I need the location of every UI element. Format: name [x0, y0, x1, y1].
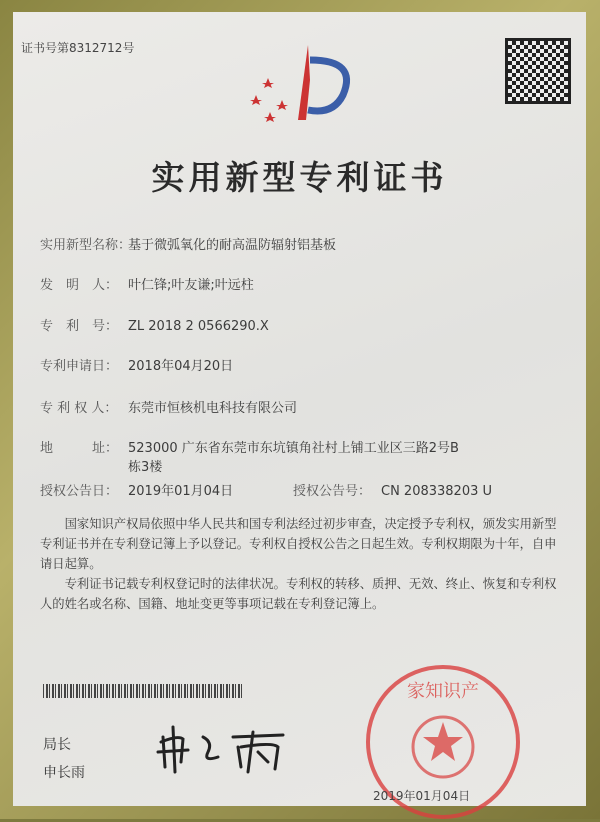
field-inventors	[40, 274, 254, 293]
field-utility-model-name	[40, 234, 336, 253]
field-label: 实用新型名称：	[40, 238, 132, 253]
certificate-title: 实用新型专利证书	[151, 158, 448, 197]
certificate-body	[40, 514, 568, 614]
field-value: 东莞市恒核机电科技有限公司	[128, 401, 298, 416]
field-label: 专 利 号：	[40, 319, 119, 334]
certificate-number: 证书号第8312712号	[21, 41, 135, 55]
field-patent-number	[40, 315, 269, 334]
field-label: 专 利 权 人：	[40, 401, 118, 416]
field-value: 基于微弧氧化的耐高温防辐射铝基板	[128, 238, 337, 253]
svg-text:家知识产: 家知识产	[407, 681, 479, 702]
director-title: 局长	[43, 737, 71, 753]
field-label: 地 址：	[40, 441, 119, 456]
field-label: 授权公告号：	[293, 484, 372, 499]
field-value: 叶仁锋;叶友谦;叶远柱	[128, 278, 254, 293]
field-value: 2019年01月04日	[128, 484, 234, 499]
field-grant-number	[293, 480, 492, 499]
field-value-line2: 栋3楼	[128, 460, 163, 475]
field-label: 发 明 人：	[40, 278, 119, 293]
issue-date: 2019年01月04日	[373, 789, 471, 803]
field-grant-date	[40, 480, 233, 499]
certificate-paper	[13, 12, 586, 806]
field-label: 专利申请日：	[40, 359, 119, 374]
body-paragraph: 国家知识产权局依照中华人民共和国专利法经过初步审查，决定授予专利权，颁发实用新型专利证书并在专利登记簿上予以登记。专利权自授权公告之日起生效。专利权期限为十年，自申请日起算。	[40, 517, 557, 571]
field-value: CN 208338203 U	[381, 484, 493, 499]
barcode	[43, 684, 243, 698]
signature	[153, 717, 303, 777]
field-value: 523000 广东省东莞市东坑镇角社村上铺工业区三路2号B	[128, 441, 459, 456]
patent-office-logo	[248, 40, 358, 125]
field-application-date	[40, 355, 233, 374]
qr-code	[505, 38, 571, 104]
field-address	[40, 437, 459, 475]
field-label: 授权公告日：	[40, 484, 119, 499]
field-value: 2018年04月20日	[128, 359, 234, 374]
field-value: ZL 2018 2 0566290.X	[128, 319, 269, 334]
field-patentee	[40, 397, 297, 416]
body-paragraph: 专利证书记载专利权登记时的法律状况。专利权的转移、质押、无效、终止、恢复和专利权人的姓名或名称、国籍、地址变更等事项记载在专利登记簿上。	[40, 577, 557, 611]
director-name: 申长雨	[43, 765, 85, 781]
